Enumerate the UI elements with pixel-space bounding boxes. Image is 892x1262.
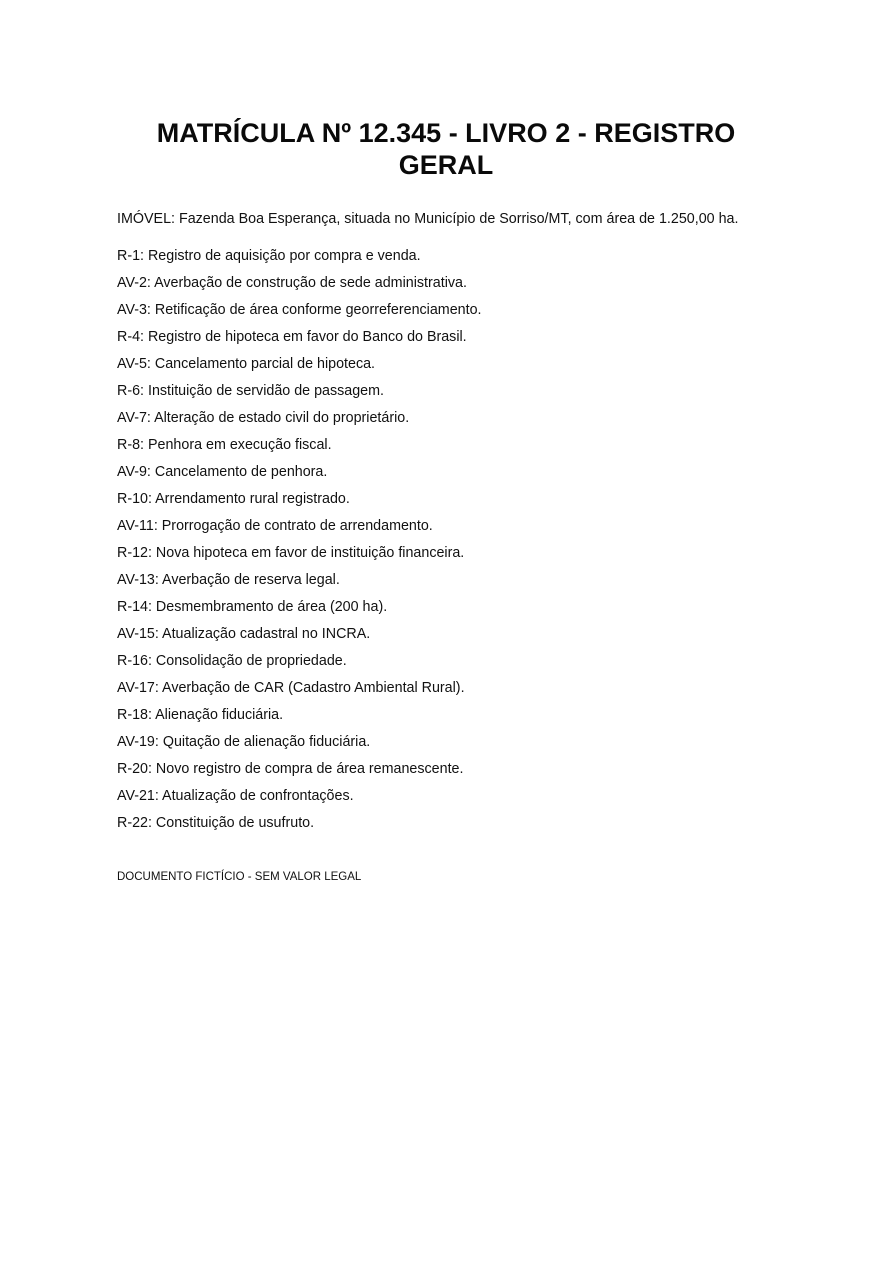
- registry-entry: R-8: Penhora em execução fiscal.: [117, 437, 332, 453]
- registry-entry: R-12: Nova hipoteca em favor de instituição financeira.: [117, 545, 465, 561]
- registry-entry: AV-9: Cancelamento de penhora.: [117, 464, 328, 480]
- registry-entry: AV-7: Alteração de estado civil do proprietário.: [117, 410, 410, 426]
- registry-entry: R-10: Arrendamento rural registrado.: [117, 491, 350, 507]
- registry-entry: R-14: Desmembramento de área (200 ha).: [117, 599, 388, 615]
- disclaimer: DOCUMENTO FICTÍCIO - SEM VALOR LEGAL: [117, 871, 362, 883]
- registry-entry: AV-3: Retificação de área conforme georreferenciamento.: [117, 302, 482, 318]
- registry-entry: AV-13: Averbação de reserva legal.: [117, 572, 340, 588]
- registry-entry: AV-21: Atualização de confrontações.: [117, 788, 354, 804]
- document-title: MATRÍCULA Nº 12.345 - LIVRO 2 - REGISTRO GERAL: [156, 118, 736, 180]
- registry-entry: AV-2: Averbação de construção de sede administrativa.: [117, 275, 467, 291]
- registry-entry: R-18: Alienação fiduciária.: [117, 707, 284, 723]
- registry-entry: R-1: Registro de aquisição por compra e venda.: [117, 248, 421, 264]
- registry-entry: AV-17: Averbação de CAR (Cadastro Ambiental Rural).: [117, 680, 465, 696]
- registry-entry: AV-11: Prorrogação de contrato de arrendamento.: [117, 518, 433, 534]
- registry-entry: R-22: Constituição de usufruto.: [117, 815, 315, 831]
- registry-entry: R-4: Registro de hipoteca em favor do Banco do Brasil.: [117, 329, 467, 345]
- registry-entry: AV-15: Atualização cadastral no INCRA.: [117, 626, 371, 642]
- registry-entry: R-16: Consolidação de propriedade.: [117, 653, 347, 669]
- property-description: IMÓVEL: Fazenda Boa Esperança, situada no Município de Sorriso/MT, com área de 1.250,00 ha.: [117, 211, 739, 227]
- registry-entry: R-6: Instituição de servidão de passagem.: [117, 383, 385, 399]
- registry-entry: R-20: Novo registro de compra de área remanescente.: [117, 761, 464, 777]
- registry-entry: AV-5: Cancelamento parcial de hipoteca.: [117, 356, 376, 372]
- registry-entries-list: [117, 244, 482, 838]
- registry-entry: AV-19: Quitação de alienação fiduciária.: [117, 734, 371, 750]
